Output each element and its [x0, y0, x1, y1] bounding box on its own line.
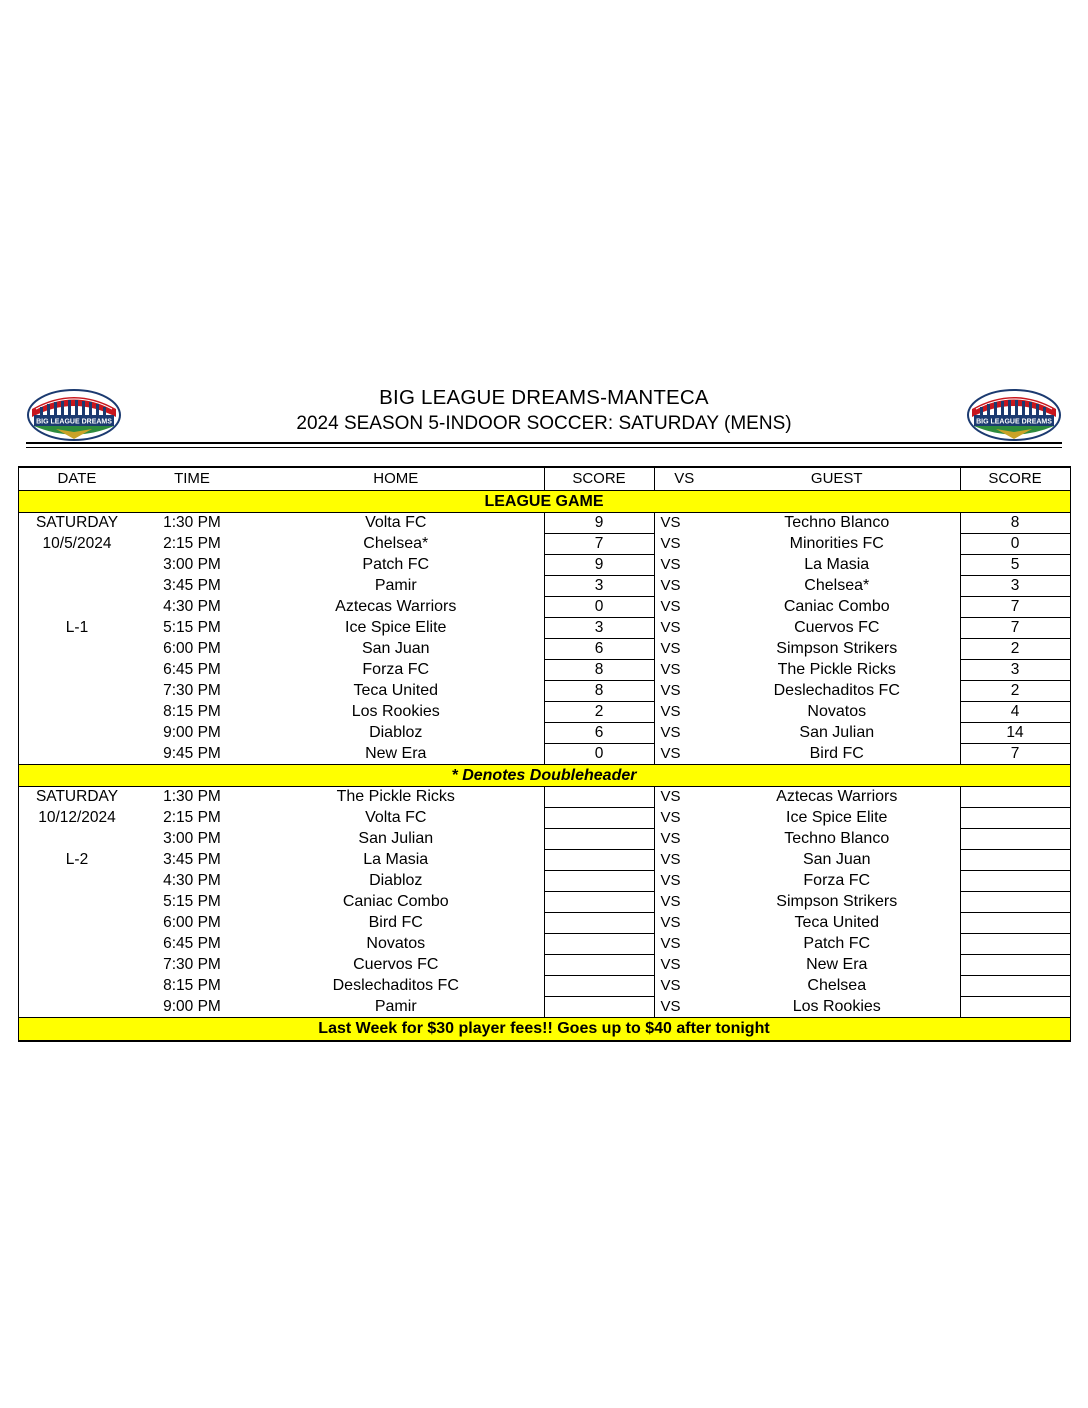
game-time-cell: 2:15 PM: [163, 809, 221, 826]
versus-cell: VS: [660, 914, 681, 931]
home-score-cell: [544, 871, 654, 892]
game-time-cell: 9:00 PM: [163, 724, 221, 741]
home-team-cell: Cuervos FC: [353, 956, 439, 973]
game-time-cell: 3:00 PM: [163, 556, 221, 573]
home-team-cell: The Pickle Ricks: [336, 788, 455, 806]
guest-score-cell: 7: [960, 618, 1070, 639]
game-date-cell: 10/12/2024: [38, 809, 116, 826]
title-block: [138, 385, 950, 436]
versus-cell: VS: [660, 619, 681, 636]
game-date-cell: SATURDAY: [35, 788, 119, 806]
table-row: [18, 913, 1070, 934]
game-time-cell: 8:15 PM: [163, 703, 221, 720]
guest-score-cell: 14: [960, 723, 1070, 744]
versus-cell: VS: [660, 851, 681, 868]
table-row: [18, 829, 1070, 850]
schedule-body: [18, 467, 1070, 1041]
table-row: [18, 934, 1070, 955]
game-date-cell: [18, 597, 136, 618]
home-team-cell: Diabloz: [369, 724, 423, 741]
versus-cell: VS: [660, 872, 681, 889]
versus-cell: VS: [660, 788, 681, 806]
guest-score-cell: 0: [960, 534, 1070, 555]
guest-score-cell: 3: [960, 576, 1070, 597]
home-score-cell: [544, 892, 654, 913]
home-team-cell: Pamir: [374, 577, 417, 594]
game-time-cell: 4:30 PM: [163, 598, 221, 615]
guest-team-cell: Chelsea: [807, 977, 867, 994]
guest-team-cell: San Julian: [799, 724, 875, 741]
versus-cell: VS: [660, 598, 681, 615]
home-score-cell: [544, 850, 654, 871]
game-date-cell: [18, 829, 136, 850]
banner-doubleheader-label: * Denotes Doubleheader: [18, 765, 1070, 787]
game-time-cell: 7:30 PM: [163, 956, 221, 973]
table-row: [18, 744, 1070, 765]
home-score-cell: 6: [544, 639, 654, 660]
versus-cell: VS: [660, 935, 681, 952]
guest-score-cell: [960, 808, 1070, 829]
table-row: [18, 681, 1070, 702]
table-row: [18, 997, 1070, 1018]
home-score-cell: 9: [544, 555, 654, 576]
home-score-cell: 9: [544, 513, 654, 534]
home-team-cell: Teca United: [353, 682, 438, 699]
game-time-cell: 5:15 PM: [163, 893, 221, 910]
table-left-border: [18, 466, 19, 1042]
versus-cell: VS: [660, 744, 681, 762]
guest-score-cell: [960, 892, 1070, 913]
game-date-cell: [18, 702, 136, 723]
guest-score-cell: [960, 955, 1070, 976]
table-row: [18, 871, 1070, 892]
schedule-table: [18, 466, 1071, 1042]
column-header-date: DATE: [18, 467, 136, 491]
svg-text:BIG LEAGUE DREAMS: BIG LEAGUE DREAMS: [36, 418, 112, 426]
home-score-cell: [544, 787, 654, 808]
game-date-cell: [18, 955, 136, 976]
home-score-cell: 0: [544, 597, 654, 618]
table-row: [18, 787, 1070, 808]
guest-team-cell: Patch FC: [803, 935, 871, 952]
table-row: [18, 976, 1070, 997]
table-row: [18, 618, 1070, 639]
table-row: [18, 513, 1070, 534]
game-time-cell: 9:00 PM: [163, 997, 221, 1015]
banner-league-game: [18, 491, 1070, 513]
home-score-cell: 0: [544, 744, 654, 765]
game-date-cell: [18, 639, 136, 660]
game-time-cell: 6:00 PM: [163, 914, 221, 931]
guest-score-cell: [960, 997, 1070, 1018]
guest-team-cell: Deslechaditos FC: [773, 682, 900, 699]
table-row: [18, 597, 1070, 618]
guest-team-cell: Bird FC: [809, 744, 864, 762]
home-team-cell: La Masia: [363, 851, 429, 868]
game-date-cell: [18, 892, 136, 913]
column-header-score-guest: SCORE: [960, 467, 1070, 491]
table-row: [18, 639, 1070, 660]
versus-cell: VS: [660, 661, 681, 678]
home-score-cell: [544, 976, 654, 997]
guest-team-cell: La Masia: [804, 556, 870, 573]
column-header-home: HOME: [248, 467, 544, 491]
versus-cell: VS: [660, 809, 681, 826]
guest-score-cell: 4: [960, 702, 1070, 723]
game-date-cell: [18, 997, 136, 1018]
game-date-cell: [18, 976, 136, 997]
guest-team-cell: Techno Blanco: [784, 830, 890, 847]
document-header: [18, 385, 1070, 447]
home-score-cell: 2: [544, 702, 654, 723]
versus-cell: VS: [660, 556, 681, 573]
game-date-cell: [18, 681, 136, 702]
big-league-dreams-logo-right: [966, 387, 1062, 443]
game-date-cell: [18, 871, 136, 892]
guest-score-cell: [960, 850, 1070, 871]
guest-score-cell: 7: [960, 597, 1070, 618]
home-team-cell: Diabloz: [369, 872, 423, 889]
guest-team-cell: Cuervos FC: [794, 619, 880, 636]
banner-league-game-label: LEAGUE GAME: [18, 491, 1070, 513]
guest-score-cell: [960, 976, 1070, 997]
column-header-row: [18, 467, 1070, 491]
versus-cell: VS: [660, 724, 681, 741]
game-time-cell: 6:45 PM: [163, 935, 221, 952]
home-team-cell: Caniac Combo: [342, 893, 449, 910]
column-header-time: TIME: [136, 467, 248, 491]
home-team-cell: San Julian: [358, 830, 434, 847]
guest-team-cell: Techno Blanco: [784, 514, 890, 532]
game-time-cell: 6:45 PM: [163, 661, 221, 678]
table-row: [18, 576, 1070, 597]
game-time-cell: 5:15 PM: [163, 619, 221, 636]
game-time-cell: 3:45 PM: [163, 851, 221, 868]
versus-cell: VS: [660, 997, 681, 1015]
game-time-cell: 4:30 PM: [163, 872, 221, 889]
page-subtitle: 2024 SEASON 5-INDOOR SOCCER: SATURDAY (MENS): [296, 413, 792, 434]
home-score-cell: 3: [544, 576, 654, 597]
table-row: [18, 723, 1070, 744]
banner-footer: [18, 1018, 1070, 1042]
game-date-cell: [18, 913, 136, 934]
guest-score-cell: [960, 829, 1070, 850]
home-team-cell: Ice Spice Elite: [345, 619, 447, 636]
home-score-cell: [544, 829, 654, 850]
versus-cell: VS: [660, 703, 681, 720]
game-time-cell: 3:45 PM: [163, 577, 221, 594]
versus-cell: VS: [660, 577, 681, 594]
guest-team-cell: Novatos: [807, 703, 867, 720]
header-divider: [26, 442, 1062, 444]
guest-score-cell: 2: [960, 681, 1070, 702]
table-row: [18, 660, 1070, 681]
guest-team-cell: Ice Spice Elite: [786, 809, 888, 826]
column-header-guest: GUEST: [714, 467, 960, 491]
game-time-cell: 6:00 PM: [163, 640, 221, 657]
game-date-cell: L-2: [65, 851, 89, 868]
guest-team-cell: Simpson Strikers: [776, 640, 898, 657]
column-header-score-home: SCORE: [544, 467, 654, 491]
home-score-cell: [544, 808, 654, 829]
guest-team-cell: Los Rookies: [792, 997, 881, 1015]
home-team-cell: Pamir: [374, 997, 417, 1015]
home-team-cell: Volta FC: [365, 514, 427, 532]
guest-team-cell: Teca United: [794, 914, 879, 931]
game-time-cell: 3:00 PM: [163, 830, 221, 847]
home-team-cell: Aztecas Warriors: [335, 598, 457, 615]
guest-team-cell: Forza FC: [803, 872, 871, 889]
table-row: [18, 702, 1070, 723]
versus-cell: VS: [660, 830, 681, 847]
table-row: [18, 808, 1070, 829]
table-row: [18, 534, 1070, 555]
home-team-cell: Bird FC: [368, 914, 423, 931]
game-time-cell: 2:15 PM: [163, 535, 221, 552]
versus-cell: VS: [660, 640, 681, 657]
svg-text:BIG LEAGUE DREAMS: BIG LEAGUE DREAMS: [976, 418, 1052, 426]
home-team-cell: New Era: [365, 744, 427, 762]
table-row: [18, 955, 1070, 976]
banner-doubleheader: [18, 765, 1070, 787]
home-team-cell: Forza FC: [362, 661, 430, 678]
home-score-cell: [544, 955, 654, 976]
versus-cell: VS: [660, 514, 681, 532]
home-score-cell: [544, 934, 654, 955]
home-score-cell: 8: [544, 681, 654, 702]
table-row: [18, 850, 1070, 871]
table-row: [18, 892, 1070, 913]
versus-cell: VS: [660, 535, 681, 552]
table-row: [18, 555, 1070, 576]
guest-team-cell: Chelsea*: [804, 577, 870, 594]
home-score-cell: 6: [544, 723, 654, 744]
home-score-cell: [544, 997, 654, 1018]
guest-team-cell: Aztecas Warriors: [776, 788, 898, 806]
game-date-cell: [18, 744, 136, 765]
home-score-cell: 7: [544, 534, 654, 555]
game-time-cell: 9:45 PM: [163, 744, 221, 762]
game-date-cell: L-1: [65, 619, 89, 636]
guest-score-cell: [960, 934, 1070, 955]
guest-score-cell: [960, 787, 1070, 808]
guest-team-cell: The Pickle Ricks: [777, 661, 896, 678]
guest-team-cell: San Juan: [802, 851, 871, 868]
guest-score-cell: 2: [960, 639, 1070, 660]
home-score-cell: [544, 913, 654, 934]
home-score-cell: 3: [544, 618, 654, 639]
game-time-cell: 7:30 PM: [163, 682, 221, 699]
guest-team-cell: Caniac Combo: [783, 598, 890, 615]
guest-score-cell: [960, 871, 1070, 892]
guest-score-cell: 5: [960, 555, 1070, 576]
guest-team-cell: Simpson Strikers: [776, 893, 898, 910]
versus-cell: VS: [660, 977, 681, 994]
game-date-cell: [18, 723, 136, 744]
table-right-border: [1070, 466, 1071, 1042]
page-title: BIG LEAGUE DREAMS-MANTECA: [379, 386, 709, 409]
game-date-cell: [18, 660, 136, 681]
guest-score-cell: 8: [960, 513, 1070, 534]
big-league-dreams-logo-left: [26, 387, 122, 443]
guest-score-cell: 3: [960, 660, 1070, 681]
guest-team-cell: New Era: [806, 956, 868, 973]
home-team-cell: Patch FC: [362, 556, 430, 573]
guest-team-cell: Minorities FC: [789, 535, 884, 552]
game-date-cell: SATURDAY: [35, 514, 119, 532]
game-time-cell: 1:30 PM: [163, 514, 221, 532]
guest-score-cell: [960, 913, 1070, 934]
guest-score-cell: 7: [960, 744, 1070, 765]
game-date-cell: [18, 576, 136, 597]
column-header-vs: VS: [654, 467, 714, 491]
home-team-cell: Volta FC: [365, 809, 427, 826]
game-date-cell: [18, 934, 136, 955]
home-team-cell: Chelsea*: [363, 535, 429, 552]
home-score-cell: 8: [544, 660, 654, 681]
game-date-cell: 10/5/2024: [42, 535, 112, 552]
game-time-cell: 8:15 PM: [163, 977, 221, 994]
versus-cell: VS: [660, 956, 681, 973]
home-team-cell: Deslechaditos FC: [332, 977, 459, 994]
home-team-cell: San Juan: [361, 640, 430, 657]
home-team-cell: Novatos: [366, 935, 426, 952]
game-time-cell: 1:30 PM: [163, 788, 221, 806]
banner-footer-label: Last Week for $30 player fees!! Goes up to $40 after tonight: [18, 1018, 1070, 1042]
home-team-cell: Los Rookies: [351, 703, 440, 720]
versus-cell: VS: [660, 682, 681, 699]
versus-cell: VS: [660, 893, 681, 910]
game-date-cell: [18, 555, 136, 576]
